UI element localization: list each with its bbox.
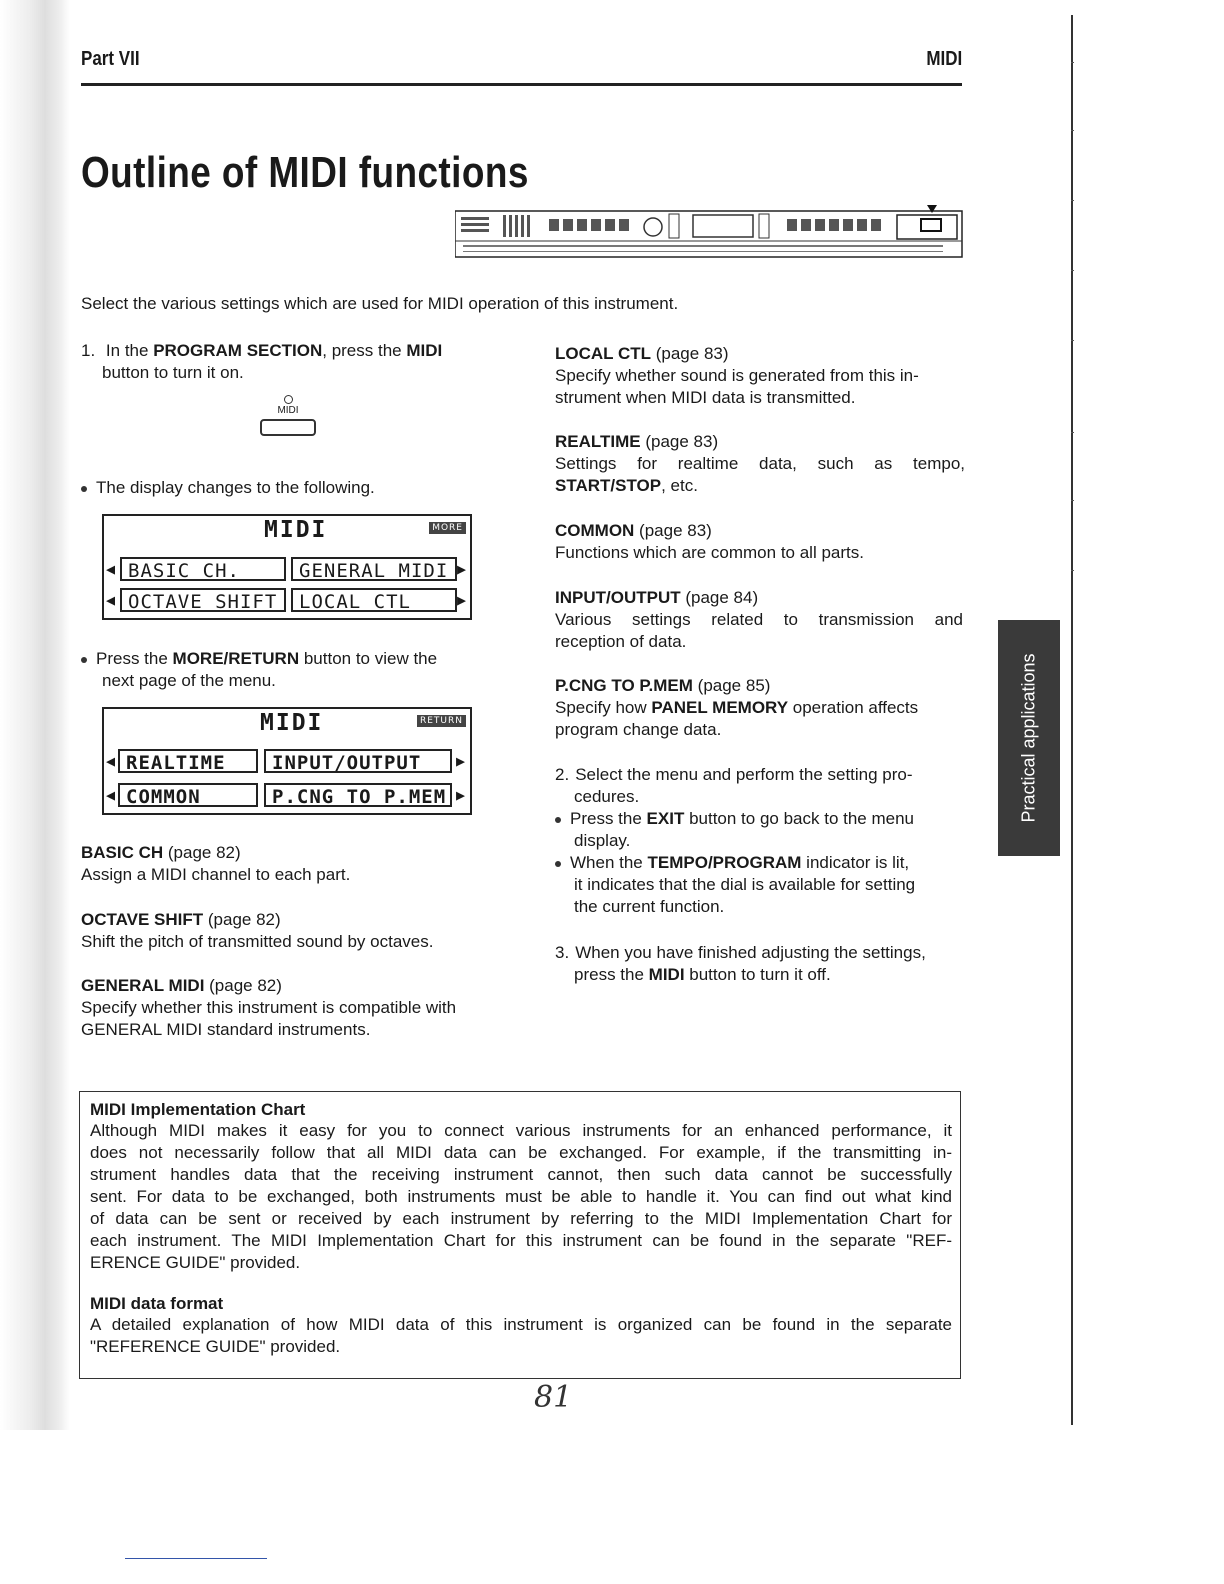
bullet-exit: Press the EXIT button to go back to the menu — [555, 808, 914, 830]
margin-tick — [1071, 130, 1074, 131]
lcd-item-general-midi: GENERAL MIDI — [291, 557, 457, 581]
margin-tick — [1071, 270, 1074, 271]
note-paragraph-line: ERENCE GUIDE" provided. — [90, 1253, 301, 1272]
right-arrow-icon: ▶ — [457, 591, 467, 609]
bullet-dot-icon — [81, 486, 87, 492]
left-arrow-icon: ◀ — [106, 591, 116, 609]
margin-tick — [1071, 62, 1074, 63]
note-paragraph-line: "REFERENCE GUIDE" provided. — [90, 1337, 341, 1356]
note-paragraph-line: A detailed explanation of how MIDI data of this instrument is organized can be found in the separate — [90, 1315, 952, 1334]
step-1-line2: button to turn it on. — [102, 363, 244, 382]
margin-tick — [1071, 200, 1074, 201]
header-section: Part VII — [81, 48, 140, 70]
lcd-return-badge: RETURN — [417, 715, 466, 727]
lcd-item-octave-shift: OCTAVE SHIFT — [120, 588, 286, 612]
right-arrow-icon: ▶ — [456, 786, 466, 804]
lcd-item-basic-ch: BASIC CH. — [120, 557, 286, 581]
handwritten-page-number: 81 — [534, 1380, 573, 1415]
entry-input-output: INPUT/OUTPUT (page 84) Various settings related to transmission and reception of data. — [555, 588, 963, 651]
lcd-title: MIDI — [260, 710, 324, 736]
note-heading-data-format: MIDI data format — [90, 1294, 224, 1313]
entry-common: COMMON (page 83) Functions which are common to all parts. — [555, 521, 864, 562]
left-arrow-icon: ◀ — [106, 752, 116, 770]
right-arrow-icon: ▶ — [456, 752, 466, 770]
right-arrow-icon: ▶ — [457, 560, 467, 578]
note-paragraph-line: strument handles data that the receiving instrument cannot, then such data cannot be successfully — [90, 1165, 952, 1184]
lcd-item-realtime: REALTIME — [118, 749, 258, 773]
note-box — [79, 1091, 961, 1379]
entry-p-cng-to-p-mem: P.CNG TO P.MEM (page 85) Specify how PANEL MEMORY operation affects program change data. — [555, 676, 919, 739]
side-tab-label: Practical applications — [1018, 653, 1039, 823]
note-paragraph-line: each instrument. The MIDI Implementation Chart for this instrument can be found in the separate "REF- — [90, 1231, 952, 1250]
scan-shadow — [0, 0, 70, 1430]
lcd-item-p-cng-to-p-mem: P.CNG TO P.MEM — [264, 783, 452, 807]
bullet-tempo-line3: the current function. — [574, 897, 725, 916]
midi-button-label: MIDI — [277, 405, 299, 416]
entry-general-midi: GENERAL MIDI (page 82) Specify whether this instrument is compatible with GENERAL MIDI standard instruments. — [81, 976, 457, 1039]
entry-realtime: REALTIME (page 83) Settings for realtime data, such as tempo, START/STOP, etc. — [555, 432, 965, 495]
lcd-item-common: COMMON — [118, 783, 258, 807]
left-arrow-icon: ◀ — [106, 786, 116, 804]
step-3-line2: press the MIDI button to turn it off. — [574, 965, 831, 984]
lcd-item-input-output: INPUT/OUTPUT — [264, 749, 452, 773]
front-panel-illustration — [455, 205, 963, 259]
bullet-tempo-program: When the TEMPO/PROGRAM indicator is lit, — [555, 852, 909, 874]
bullet-more-return: Press the MORE/RETURN button to view the — [81, 648, 437, 670]
note-heading-implementation-chart: MIDI Implementation Chart — [90, 1100, 306, 1119]
lcd-more-badge: MORE — [429, 522, 466, 534]
bullet-dot-icon — [555, 861, 561, 867]
margin-rule — [1071, 15, 1073, 1425]
step-3: 3. When you have finished adjusting the settings, — [555, 943, 926, 962]
margin-tick — [1071, 500, 1074, 501]
bullet-more-return-line2: next page of the menu. — [102, 671, 276, 690]
bullet-exit-line2: display. — [574, 831, 631, 850]
entry-octave-shift: OCTAVE SHIFT (page 82) Shift the pitch of transmitted sound by octaves. — [81, 910, 434, 951]
lcd-display-page2 — [102, 707, 472, 815]
bottom-rule — [125, 1558, 267, 1559]
midi-button-illustration — [259, 395, 317, 436]
margin-tick — [1071, 432, 1074, 433]
step-2: 2. Select the menu and perform the setting pro- — [555, 765, 913, 784]
margin-tick — [1071, 570, 1074, 571]
step-1 — [81, 340, 442, 362]
step-1-text: In the PROGRAM SECTION, press the MIDI — [105, 341, 443, 360]
bullet-dot-icon — [555, 817, 561, 823]
header-rule — [81, 83, 962, 86]
bullet-tempo-line2: it indicates that the dial is available for setting — [574, 875, 916, 894]
lcd-title: MIDI — [264, 517, 328, 543]
note-paragraph-line: does not necessarily follow that all MIDI data can be exchanged. For example, if the transmitting in- — [90, 1143, 952, 1162]
note-paragraph-line: of data can be sent or received by each instrument by referring to the MIDI Implementation Chart for — [90, 1209, 952, 1228]
left-arrow-icon: ◀ — [106, 560, 116, 578]
led-icon — [284, 395, 293, 404]
lcd-display-page1 — [102, 514, 472, 620]
note-paragraph-line: Although MIDI makes it easy for you to connect various instruments for an enhanced performance, it — [90, 1121, 952, 1140]
page-title: Outline of MIDI functions — [81, 148, 529, 197]
button-key-icon — [260, 419, 316, 436]
margin-tick — [1071, 340, 1074, 341]
lcd-item-local-ctl: LOCAL CTL — [291, 588, 457, 612]
bullet-dot-icon — [81, 657, 87, 663]
entry-local-ctl: LOCAL CTL (page 83) Specify whether sound is generated from this in- strument when MIDI data is transmitted. — [555, 344, 919, 407]
header-topic: MIDI — [926, 48, 962, 70]
entry-basic-ch: BASIC CH (page 82) Assign a MIDI channel to each part. — [81, 843, 351, 884]
step-2-line2: cedures. — [574, 787, 640, 806]
step-number: 1. — [81, 341, 96, 360]
note-paragraph-line: sent. For data to be exchanged, both instruments must be able to handle it. You can find out what kind — [90, 1187, 952, 1206]
side-tab-practical-applications — [998, 620, 1060, 856]
intro-text: Select the various settings which are used for MIDI operation of this instrument. — [81, 294, 679, 313]
bullet-display-change: The display changes to the following. — [81, 477, 375, 499]
